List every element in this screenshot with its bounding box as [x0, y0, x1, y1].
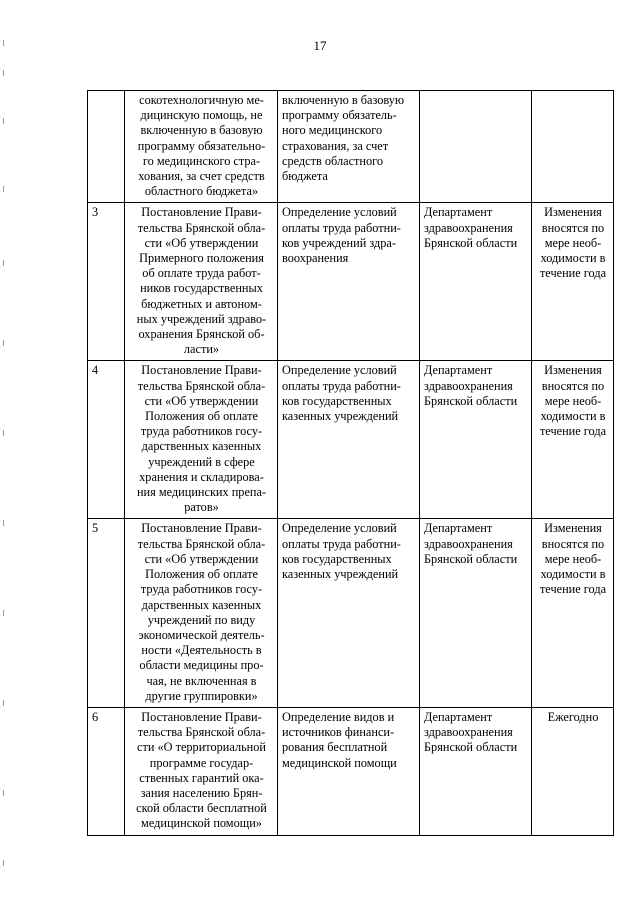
row-number: 5: [88, 519, 125, 707]
organization-cell: Департамент здравоохранения Брянской области: [420, 519, 532, 707]
row-number: 6: [88, 707, 125, 835]
document-title-cell: Постановление Прави- тельства Брянской обла- сти «Об утверждении Положения об оплате труда работников госу- дарственных казенных учреждений по виду экономической деятель- ности «Деятельность в области медицины про- чая, не включенная в другие группировки»: [125, 519, 278, 707]
term-cell: Ежегодно: [532, 707, 614, 835]
purpose-cell: включенную в базовую программу обязатель- ного медицинского страхования, за счет средств областного бюджета: [278, 91, 420, 203]
row-number: [88, 91, 125, 203]
purpose-cell: Определение условий оплаты труда работни- ков государственных казенных учреждений: [278, 361, 420, 519]
document-title-cell: Постановление Прави- тельства Брянской обла- сти «Об утверждении Примерного положения об оплате труда работ- ников государственных бюджетных и автоном- ных учреждений здраво- охранения Брянской об- ласти»: [125, 203, 278, 361]
purpose-cell: Определение видов и источников финанси- рования бесплатной медицинской помощи: [278, 707, 420, 835]
table-row: [88, 519, 614, 707]
page-number: 17: [313, 38, 327, 53]
document-title-cell: Постановление Прави- тельства Брянской обла- сти «Об утверждении Положения об оплате труда работников госу- дарственных казенных учреждений в сфере хранения и складирова- ния медицинских препа- ратов»: [125, 361, 278, 519]
document-title-cell: сокотехнологичную ме- дицинскую помощь, не включенную в базовую программу обязательно- го медицинского стра- хования, за счет средств областного бюджета»: [125, 91, 278, 203]
organization-cell: Департамент здравоохранения Брянской области: [420, 361, 532, 519]
organization-cell: [420, 91, 532, 203]
table-row: [88, 203, 614, 361]
table-row: [88, 707, 614, 835]
term-cell: Изменения вносятся по мере необ- ходимости в течение года: [532, 361, 614, 519]
term-cell: Изменения вносятся по мере необ- ходимости в течение года: [532, 519, 614, 707]
purpose-cell: Определение условий оплаты труда работни- ков государственных казенных учреждений: [278, 519, 420, 707]
table-row: [88, 91, 614, 203]
organization-cell: Департамент здравоохранения Брянской области: [420, 707, 532, 835]
term-cell: Изменения вносятся по мере необ- ходимости в течение года: [532, 203, 614, 361]
row-number: 4: [88, 361, 125, 519]
document-table: [87, 90, 614, 836]
row-number: 3: [88, 203, 125, 361]
document-title-cell: Постановление Прави- тельства Брянской обла- сти «О территориальной программе государ- ственных гарантий ока- зания населению Брян- ской области бесплатной медицинской помощи»: [125, 707, 278, 835]
organization-cell: Департамент здравоохранения Брянской области: [420, 203, 532, 361]
purpose-cell: Определение условий оплаты труда работни- ков учреждений здра- воохранения: [278, 203, 420, 361]
table-row: [88, 361, 614, 519]
term-cell: [532, 91, 614, 203]
scan-edge-marks: [3, 0, 7, 905]
